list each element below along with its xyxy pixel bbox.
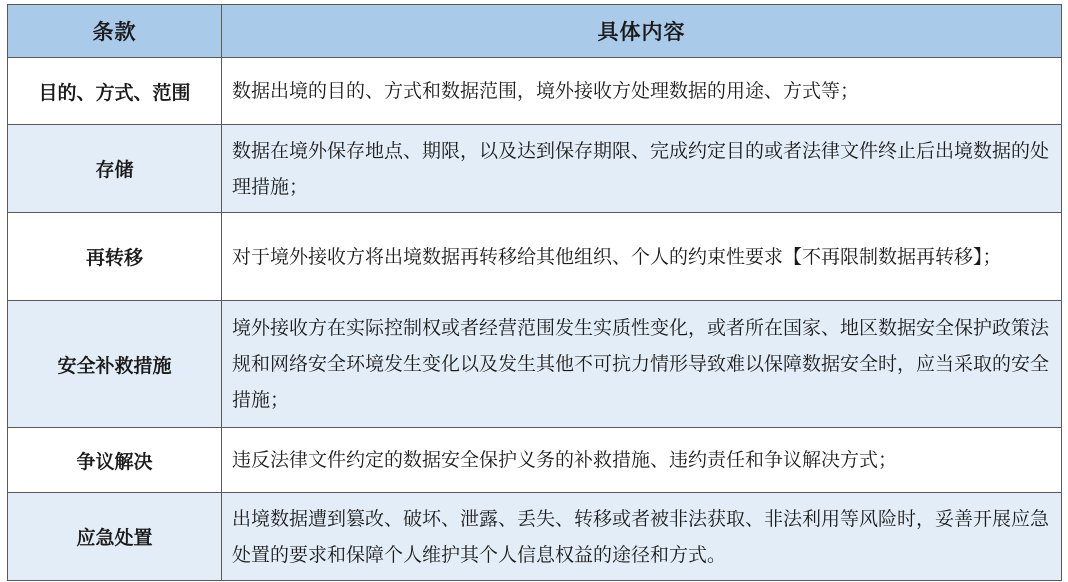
term-cell: 目的、方式、范围	[8, 58, 222, 125]
table-row	[8, 428, 1062, 493]
table-row	[8, 213, 1062, 301]
content-cell: 境外接收方在实际控制权或者经营范围发生实质性变化，或者所在国家、地区数据安全保护政策法规和网络安全环境发生变化以及发生其他不可抗力情形导致难以保障数据安全时，应当采取的安全措施；	[222, 301, 1062, 428]
table-header-row	[8, 5, 1062, 58]
clauses-table	[7, 4, 1062, 581]
table-row	[8, 493, 1062, 581]
clauses-table-container	[7, 4, 1061, 581]
table-row	[8, 125, 1062, 213]
term-cell: 应急处置	[8, 493, 222, 581]
content-cell: 违反法律文件约定的数据安全保护义务的补救措施、违约责任和争议解决方式；	[222, 428, 1062, 493]
content-cell: 出境数据遭到篡改、破坏、泄露、丢失、转移或者被非法获取、非法利用等风险时，妥善开展应急处置的要求和保障个人维护其个人信息权益的途径和方式。	[222, 493, 1062, 581]
term-cell: 再转移	[8, 213, 222, 301]
term-cell: 争议解决	[8, 428, 222, 493]
header-term: 条款	[8, 5, 222, 58]
content-cell: 数据出境的目的、方式和数据范围，境外接收方处理数据的用途、方式等；	[222, 58, 1062, 125]
term-cell: 存储	[8, 125, 222, 213]
content-cell: 对于境外接收方将出境数据再转移给其他组织、个人的约束性要求【不再限制数据再转移】；	[222, 213, 1062, 301]
header-content: 具体内容	[222, 5, 1062, 58]
table-row	[8, 301, 1062, 428]
content-cell: 数据在境外保存地点、期限，以及达到保存期限、完成约定目的或者法律文件终止后出境数据的处理措施；	[222, 125, 1062, 213]
term-cell: 安全补救措施	[8, 301, 222, 428]
table-row	[8, 58, 1062, 125]
